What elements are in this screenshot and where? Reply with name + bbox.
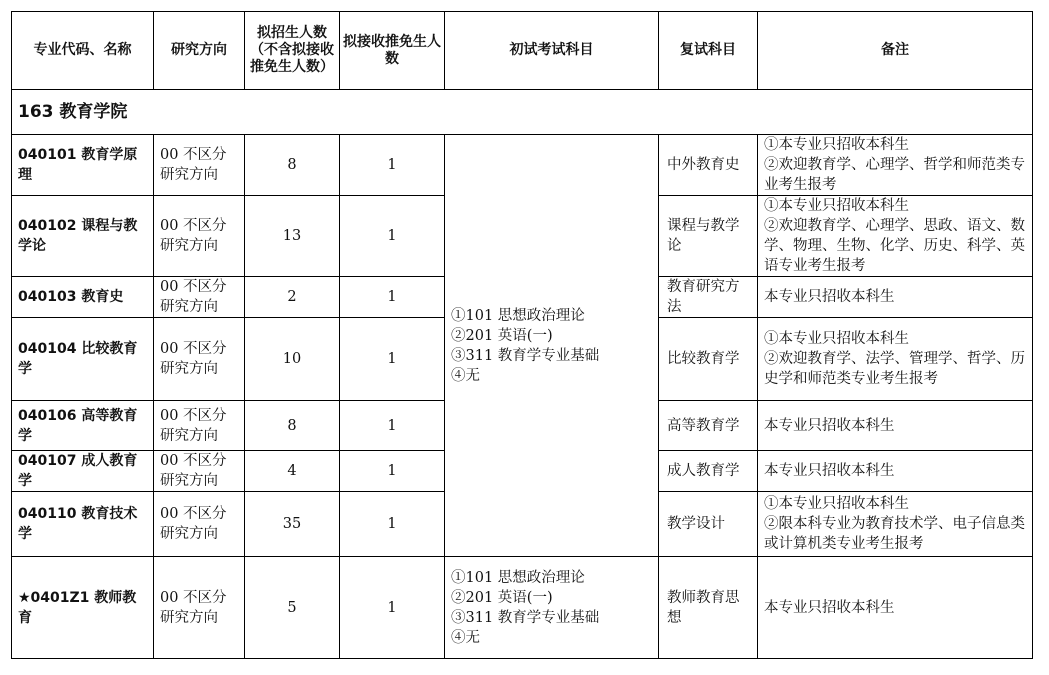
header-code: 专业代码、名称 [12, 12, 154, 90]
header-recommended: 拟接收推免生人数 [340, 12, 445, 90]
exam-subjects-group [445, 135, 659, 557]
major-code-name: 040104 比较教育学 [12, 318, 154, 401]
remark-line: ②限本科专业为教育技术学、电子信息类或计算机类专业考生报考 [764, 516, 1025, 552]
recommended-quota: 1 [340, 401, 445, 451]
remark-line: ①本专业只招收本科生 [764, 198, 909, 214]
research-direction: 00 不区分研究方向 [154, 277, 245, 318]
recommended-quota: 1 [340, 492, 445, 557]
retest-subject: 课程与教学论 [659, 196, 758, 277]
recommended-quota: 1 [340, 557, 445, 659]
exam-subject: ②201 英语(一) [451, 589, 553, 606]
major-code-name: 040110 教育技术学 [12, 492, 154, 557]
enrollment-quota: 13 [245, 196, 340, 277]
retest-subject: 教师教育思想 [659, 557, 758, 659]
remarks [758, 135, 1033, 196]
table-row [12, 557, 1033, 659]
header-note: 备注 [758, 12, 1033, 90]
header-row [12, 12, 1033, 90]
remarks [758, 401, 1033, 451]
remark-line: ②欢迎教育学、心理学、思政、语文、数学、物理、生物、化学、历史、科学、英语专业考生报考 [764, 218, 1025, 274]
remark-line: 本专业只招收本科生 [764, 463, 895, 479]
header-quota: 拟招生人数（不含拟接收推免生人数） [245, 12, 340, 90]
college-name: 163 教育学院 [12, 90, 1033, 135]
recommended-quota: 1 [340, 451, 445, 492]
retest-subject: 成人教育学 [659, 451, 758, 492]
major-code-name: 040107 成人教育学 [12, 451, 154, 492]
college-row [12, 90, 1033, 135]
remark-line: ②欢迎教育学、心理学、哲学和师范类专业考生报考 [764, 157, 1025, 193]
retest-subject: 高等教育学 [659, 401, 758, 451]
exam-subjects-group [445, 557, 659, 659]
research-direction: 00 不区分研究方向 [154, 196, 245, 277]
header-exam: 初试考试科目 [445, 12, 659, 90]
recommended-quota: 1 [340, 196, 445, 277]
enrollment-quota: 10 [245, 318, 340, 401]
research-direction: 00 不区分研究方向 [154, 557, 245, 659]
enrollment-quota: 8 [245, 135, 340, 196]
remark-line: ①本专业只招收本科生 [764, 496, 909, 512]
major-code-name: 040101 教育学原理 [12, 135, 154, 196]
major-code-name: 040106 高等教育学 [12, 401, 154, 451]
remarks [758, 557, 1033, 659]
remark-line: ①本专业只招收本科生 [764, 137, 909, 153]
recommended-quota: 1 [340, 318, 445, 401]
enrollment-quota: 4 [245, 451, 340, 492]
remarks [758, 451, 1033, 492]
research-direction: 00 不区分研究方向 [154, 451, 245, 492]
exam-subject: ③311 教育学专业基础 [451, 609, 600, 626]
retest-subject: 教学设计 [659, 492, 758, 557]
major-code-name: ★0401Z1 教师教育 [12, 557, 154, 659]
research-direction: 00 不区分研究方向 [154, 492, 245, 557]
research-direction: 00 不区分研究方向 [154, 135, 245, 196]
remark-line: 本专业只招收本科生 [764, 289, 895, 305]
admissions-table-sheet [11, 11, 1032, 659]
enrollment-quota: 2 [245, 277, 340, 318]
recommended-quota: 1 [340, 135, 445, 196]
research-direction: 00 不区分研究方向 [154, 318, 245, 401]
exam-subject: ④无 [451, 629, 480, 646]
exam-subject: ③311 教育学专业基础 [451, 347, 600, 364]
admissions-table [11, 11, 1033, 659]
remark-line: ②欢迎教育学、法学、管理学、哲学、历史学和师范类专业考生报考 [764, 351, 1025, 387]
major-code-name: 040103 教育史 [12, 277, 154, 318]
enrollment-quota: 8 [245, 401, 340, 451]
remarks [758, 196, 1033, 277]
retest-subject: 教育研究方法 [659, 277, 758, 318]
table-row [12, 135, 1033, 196]
recommended-quota: 1 [340, 277, 445, 318]
remark-line: 本专业只招收本科生 [764, 599, 895, 616]
major-code-name: 040102 课程与教学论 [12, 196, 154, 277]
exam-subject: ①101 思想政治理论 [451, 307, 585, 324]
remark-line: ①本专业只招收本科生 [764, 331, 909, 347]
enrollment-quota: 5 [245, 557, 340, 659]
header-direction: 研究方向 [154, 12, 245, 90]
exam-subject: ④无 [451, 367, 480, 384]
header-retest: 复试科目 [659, 12, 758, 90]
retest-subject: 比较教育学 [659, 318, 758, 401]
remarks [758, 277, 1033, 318]
exam-subject: ②201 英语(一) [451, 327, 553, 344]
exam-subject: ①101 思想政治理论 [451, 569, 585, 586]
research-direction: 00 不区分研究方向 [154, 401, 245, 451]
remarks [758, 318, 1033, 401]
retest-subject: 中外教育史 [659, 135, 758, 196]
remark-line: 本专业只招收本科生 [764, 417, 895, 434]
remarks [758, 492, 1033, 557]
enrollment-quota: 35 [245, 492, 340, 557]
